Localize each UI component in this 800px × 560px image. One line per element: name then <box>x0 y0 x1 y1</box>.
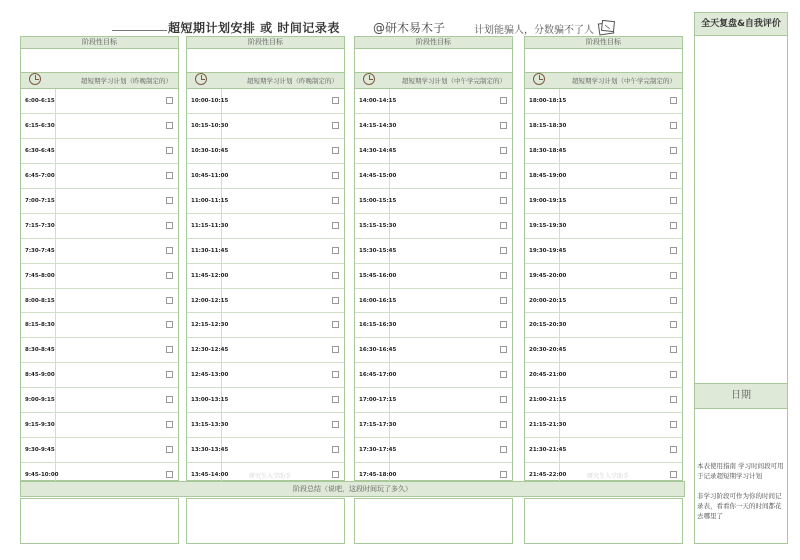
time-slot-row[interactable] <box>355 114 512 139</box>
time-slot-row[interactable] <box>187 438 344 463</box>
time-slot-row[interactable] <box>355 139 512 164</box>
time-slot-row[interactable] <box>187 89 344 114</box>
goal-input-area[interactable] <box>21 49 178 73</box>
slot-checkbox[interactable] <box>670 97 677 104</box>
time-column-3 <box>354 36 513 481</box>
time-slot-label: 17:30-17:45 <box>355 438 390 462</box>
slogan: 计划能骗人，分数骗不了人 <box>474 25 594 36</box>
summary-header: 阶段总结（说吧，这段时间玩了多久） <box>20 481 685 497</box>
title-underline <box>112 30 167 31</box>
time-slot-row[interactable] <box>21 164 178 189</box>
time-slot-label: 11:30-11:45 <box>187 239 222 263</box>
slot-checkbox[interactable] <box>332 272 339 279</box>
time-slot-row[interactable] <box>187 338 344 363</box>
summary-box-4[interactable] <box>524 498 683 544</box>
time-slot-label: 11:00-11:15 <box>187 189 222 213</box>
page-title: 超短期计划安排 或 时间记录表 <box>168 21 340 35</box>
slot-checkbox[interactable] <box>500 147 507 154</box>
plan-label: 超短期学习计划（昨晚制定的） <box>81 77 172 85</box>
time-slot-label: 16:45-17:00 <box>355 363 390 387</box>
time-slot-label: 7:15-7:30 <box>21 214 56 238</box>
time-slot-row[interactable] <box>355 214 512 239</box>
time-slot-label: 17:00-17:15 <box>355 388 390 412</box>
slot-checkbox[interactable] <box>670 172 677 179</box>
slot-checkbox[interactable] <box>166 222 173 229</box>
time-slot-row[interactable] <box>21 189 178 214</box>
usage-note: 本表使用指南 学习时间段可用于记录超短期学习计划 <box>697 462 784 480</box>
time-slot-row[interactable] <box>21 139 178 164</box>
time-slot-row[interactable] <box>525 114 682 139</box>
time-slot-label: 16:15-16:30 <box>355 313 390 337</box>
summary-box-2[interactable] <box>186 498 345 544</box>
time-slot-row[interactable] <box>187 264 344 289</box>
slot-checkbox[interactable] <box>500 197 507 204</box>
slot-list <box>525 89 682 488</box>
slot-checkbox[interactable] <box>670 197 677 204</box>
slot-checkbox[interactable] <box>500 346 507 353</box>
slot-checkbox[interactable] <box>332 247 339 254</box>
time-slot-label: 12:00-12:15 <box>187 289 222 313</box>
time-slot-label: 6:45-7:00 <box>21 164 56 188</box>
time-slot-row[interactable] <box>355 239 512 264</box>
time-slot-label: 13:45-14:00 <box>187 463 222 488</box>
slot-checkbox[interactable] <box>332 197 339 204</box>
slot-checkbox[interactable] <box>166 172 173 179</box>
time-slot-label: 13:30-13:45 <box>187 438 222 462</box>
time-slot-label: 19:30-19:45 <box>525 239 560 263</box>
slot-list <box>21 89 178 488</box>
time-slot-label: 16:30-16:45 <box>355 338 390 362</box>
time-slot-label: 10:15-10:30 <box>187 114 222 138</box>
slot-checkbox[interactable] <box>500 321 507 328</box>
time-slot-label: 6:00-6:15 <box>21 89 56 113</box>
plan-label: 超短期学习计划（中午学完制定的） <box>402 77 506 85</box>
slot-checkbox[interactable] <box>500 471 507 478</box>
slot-checkbox[interactable] <box>332 421 339 428</box>
time-slot-label: 19:00-19:15 <box>525 189 560 213</box>
goal-header: 阶段性目标 <box>187 37 344 49</box>
time-slot-label: 7:30-7:45 <box>21 239 56 263</box>
time-slot-label: 20:45-21:00 <box>525 363 560 387</box>
time-slot-row[interactable] <box>187 313 344 338</box>
time-slot-label: 12:45-13:00 <box>187 363 222 387</box>
time-slot-label: 11:45-12:00 <box>187 264 222 288</box>
slot-checkbox[interactable] <box>332 222 339 229</box>
time-slot-row[interactable] <box>525 264 682 289</box>
slot-checkbox[interactable] <box>670 222 677 229</box>
slot-checkbox[interactable] <box>670 396 677 403</box>
time-slot-row[interactable] <box>525 139 682 164</box>
time-slot-label: 14:30-14:45 <box>355 139 390 163</box>
time-slot-row[interactable] <box>355 313 512 338</box>
slot-list <box>355 89 512 488</box>
time-slot-label: 18:45-19:00 <box>525 164 560 188</box>
time-slot-row[interactable] <box>21 313 178 338</box>
review-sidebar <box>694 12 788 544</box>
time-slot-label: 21:15-21:30 <box>525 413 560 437</box>
slot-checkbox[interactable] <box>500 446 507 453</box>
time-slot-label: 13:00-13:15 <box>187 388 222 412</box>
slot-checkbox[interactable] <box>670 421 677 428</box>
slot-checkbox[interactable] <box>500 247 507 254</box>
time-slot-label: 18:15-18:30 <box>525 114 560 138</box>
time-slot-label: 8:30-8:45 <box>21 338 56 362</box>
slot-checkbox[interactable] <box>500 297 507 304</box>
slot-checkbox[interactable] <box>166 421 173 428</box>
slot-checkbox[interactable] <box>166 272 173 279</box>
time-slot-label: 18:30-18:45 <box>525 139 560 163</box>
slot-checkbox[interactable] <box>166 297 173 304</box>
slot-checkbox[interactable] <box>332 321 339 328</box>
slot-checkbox[interactable] <box>500 97 507 104</box>
goal-input-area[interactable] <box>355 49 512 73</box>
time-column-2 <box>186 36 345 481</box>
clock-icon <box>363 73 375 85</box>
time-slot-row[interactable] <box>355 388 512 413</box>
time-slot-label: 14:15-14:30 <box>355 114 390 138</box>
time-slot-label: 21:45-22:00 <box>525 463 560 488</box>
header <box>0 8 690 36</box>
time-slot-label: 7:00-7:15 <box>21 189 56 213</box>
slot-checkbox[interactable] <box>670 346 677 353</box>
clock-icon <box>29 73 41 85</box>
slot-checkbox[interactable] <box>670 247 677 254</box>
slot-checkbox[interactable] <box>670 471 677 478</box>
summary-box-1[interactable] <box>20 498 179 544</box>
slot-checkbox[interactable] <box>332 396 339 403</box>
slot-checkbox[interactable] <box>166 471 173 478</box>
slot-checkbox[interactable] <box>332 471 339 478</box>
time-slot-row[interactable] <box>21 89 178 114</box>
time-slot-label: 17:45-18:00 <box>355 463 390 488</box>
clock-icon <box>533 73 545 85</box>
time-slot-label: 19:45-20:00 <box>525 264 560 288</box>
time-slot-row[interactable] <box>21 214 178 239</box>
time-slot-row[interactable] <box>187 413 344 438</box>
time-column-4 <box>524 36 683 481</box>
time-slot-row[interactable] <box>525 214 682 239</box>
usage-note: 非学习阶段可作为你的时间记录表，看看你一天的时间都花去哪里了 <box>697 492 782 520</box>
slot-checkbox[interactable] <box>670 147 677 154</box>
time-slot-row[interactable] <box>525 363 682 388</box>
date-label: 日期 <box>695 383 787 409</box>
time-slot-label: 9:15-9:30 <box>21 413 56 437</box>
slot-checkbox[interactable] <box>166 396 173 403</box>
plan-header <box>21 73 178 89</box>
time-slot-label: 6:15-6:30 <box>21 114 56 138</box>
time-slot-row[interactable] <box>187 114 344 139</box>
slot-checkbox[interactable] <box>166 197 173 204</box>
slot-checkbox[interactable] <box>670 297 677 304</box>
slot-checkbox[interactable] <box>500 272 507 279</box>
time-slot-label: 10:45-11:00 <box>187 164 222 188</box>
time-slot-row[interactable] <box>525 89 682 114</box>
time-slot-row[interactable] <box>187 189 344 214</box>
time-slot-row[interactable] <box>525 438 682 463</box>
time-slot-label: 13:15-13:30 <box>187 413 222 437</box>
time-slot-row[interactable] <box>21 289 178 314</box>
slot-checkbox[interactable] <box>166 97 173 104</box>
time-slot-label: 15:30-15:45 <box>355 239 390 263</box>
sticker-icon <box>597 20 617 36</box>
time-slot-label: 8:45-9:00 <box>21 363 56 387</box>
time-slot-label: 9:00-9:15 <box>21 388 56 412</box>
time-slot-row[interactable] <box>355 289 512 314</box>
time-slot-row[interactable] <box>355 438 512 463</box>
slot-list <box>187 89 344 488</box>
author-handle: @研木易木子 <box>373 21 446 35</box>
time-slot-row[interactable] <box>525 338 682 363</box>
time-slot-label: 6:30-6:45 <box>21 139 56 163</box>
slot-checkbox[interactable] <box>500 371 507 378</box>
time-slot-row[interactable] <box>21 114 178 139</box>
time-slot-row[interactable] <box>187 363 344 388</box>
time-slot-row[interactable] <box>525 239 682 264</box>
slot-checkbox[interactable] <box>670 272 677 279</box>
time-slot-label: 19:15-19:30 <box>525 214 560 238</box>
time-column-1 <box>20 36 179 481</box>
goal-header: 阶段性目标 <box>21 37 178 49</box>
time-slot-row[interactable] <box>187 388 344 413</box>
time-slot-row[interactable] <box>187 289 344 314</box>
slot-checkbox[interactable] <box>332 122 339 129</box>
time-slot-label: 11:15-11:30 <box>187 214 222 238</box>
time-slot-label: 8:00-8:15 <box>21 289 56 313</box>
time-slot-row[interactable] <box>355 413 512 438</box>
goal-header: 阶段性目标 <box>355 37 512 49</box>
plan-header <box>187 73 344 89</box>
time-slot-label: 15:45-16:00 <box>355 264 390 288</box>
slot-checkbox[interactable] <box>500 122 507 129</box>
time-slot-label: 14:00-14:15 <box>355 89 390 113</box>
time-slot-label: 16:00-16:15 <box>355 289 390 313</box>
time-slot-label: 20:15-20:30 <box>525 313 560 337</box>
review-input-area[interactable] <box>695 36 787 382</box>
slot-checkbox[interactable] <box>166 346 173 353</box>
time-slot-row[interactable] <box>21 363 178 388</box>
watermark: 研究生入学助手 <box>587 473 630 481</box>
time-slot-label: 7:45-8:00 <box>21 264 56 288</box>
time-slot-row[interactable] <box>525 164 682 189</box>
slot-checkbox[interactable] <box>332 371 339 378</box>
time-slot-label: 10:30-10:45 <box>187 139 222 163</box>
slot-checkbox[interactable] <box>166 247 173 254</box>
time-slot-row[interactable] <box>21 413 178 438</box>
slot-checkbox[interactable] <box>166 147 173 154</box>
slot-checkbox[interactable] <box>332 346 339 353</box>
slot-checkbox[interactable] <box>332 147 339 154</box>
goal-input-area[interactable] <box>187 49 344 73</box>
time-slot-label: 12:15-12:30 <box>187 313 222 337</box>
slot-checkbox[interactable] <box>670 321 677 328</box>
slot-checkbox[interactable] <box>670 371 677 378</box>
time-slot-label: 14:45-15:00 <box>355 164 390 188</box>
time-slot-label: 9:45-10:00 <box>21 463 56 488</box>
slot-checkbox[interactable] <box>166 371 173 378</box>
slot-checkbox[interactable] <box>166 122 173 129</box>
slot-checkbox[interactable] <box>500 421 507 428</box>
watermark: 研究生入学助手 <box>249 473 292 481</box>
goal-header: 阶段性目标 <box>525 37 682 49</box>
time-slot-label: 20:30-20:45 <box>525 338 560 362</box>
time-slot-label: 15:00-15:15 <box>355 189 390 213</box>
time-slot-row[interactable] <box>187 164 344 189</box>
plan-header <box>525 73 682 89</box>
slot-checkbox[interactable] <box>670 122 677 129</box>
plan-label: 超短期学习计划（昨晚制定的） <box>247 77 338 85</box>
time-slot-label: 9:30-9:45 <box>21 438 56 462</box>
time-slot-row[interactable] <box>21 338 178 363</box>
time-slot-row[interactable] <box>187 139 344 164</box>
time-slot-row[interactable] <box>525 289 682 314</box>
time-slot-row[interactable] <box>525 388 682 413</box>
time-slot-row[interactable] <box>355 89 512 114</box>
time-slot-row[interactable] <box>355 363 512 388</box>
time-slot-label: 21:30-21:45 <box>525 438 560 462</box>
review-title: 全天复盘&自我评价 <box>695 13 787 36</box>
slot-checkbox[interactable] <box>332 446 339 453</box>
time-slot-row[interactable] <box>355 189 512 214</box>
summary-box-3[interactable] <box>354 498 513 544</box>
time-slot-label: 12:30-12:45 <box>187 338 222 362</box>
usage-notes <box>697 461 787 531</box>
time-slot-row[interactable] <box>525 189 682 214</box>
time-slot-row[interactable] <box>21 264 178 289</box>
clock-icon <box>195 73 207 85</box>
time-slot-label: 10:00-10:15 <box>187 89 222 113</box>
time-slot-row[interactable] <box>525 313 682 338</box>
plan-header <box>355 73 512 89</box>
slot-checkbox[interactable] <box>332 297 339 304</box>
time-slot-row[interactable] <box>525 413 682 438</box>
time-slot-label: 8:15-8:30 <box>21 313 56 337</box>
time-slot-row[interactable] <box>355 164 512 189</box>
plan-label: 超短期学习计划（中午学完制定的） <box>572 77 676 85</box>
slot-checkbox[interactable] <box>166 321 173 328</box>
slot-checkbox[interactable] <box>500 396 507 403</box>
slot-checkbox[interactable] <box>332 97 339 104</box>
time-slot-row[interactable] <box>21 438 178 463</box>
slot-checkbox[interactable] <box>500 222 507 229</box>
slot-checkbox[interactable] <box>670 446 677 453</box>
slot-checkbox[interactable] <box>166 446 173 453</box>
time-slot-label: 20:00-20:15 <box>525 289 560 313</box>
time-slot-label: 17:15-17:30 <box>355 413 390 437</box>
goal-input-area[interactable] <box>525 49 682 73</box>
slot-checkbox[interactable] <box>500 172 507 179</box>
time-slot-row[interactable] <box>355 338 512 363</box>
time-slot-row[interactable] <box>187 239 344 264</box>
time-slot-row[interactable] <box>21 239 178 264</box>
time-slot-label: 15:15-15:30 <box>355 214 390 238</box>
time-slot-label: 21:00-21:15 <box>525 388 560 412</box>
time-slot-row[interactable] <box>355 264 512 289</box>
slot-checkbox[interactable] <box>332 172 339 179</box>
time-slot-row[interactable] <box>187 214 344 239</box>
time-slot-row[interactable] <box>21 388 178 413</box>
time-slot-label: 18:00-18:15 <box>525 89 560 113</box>
